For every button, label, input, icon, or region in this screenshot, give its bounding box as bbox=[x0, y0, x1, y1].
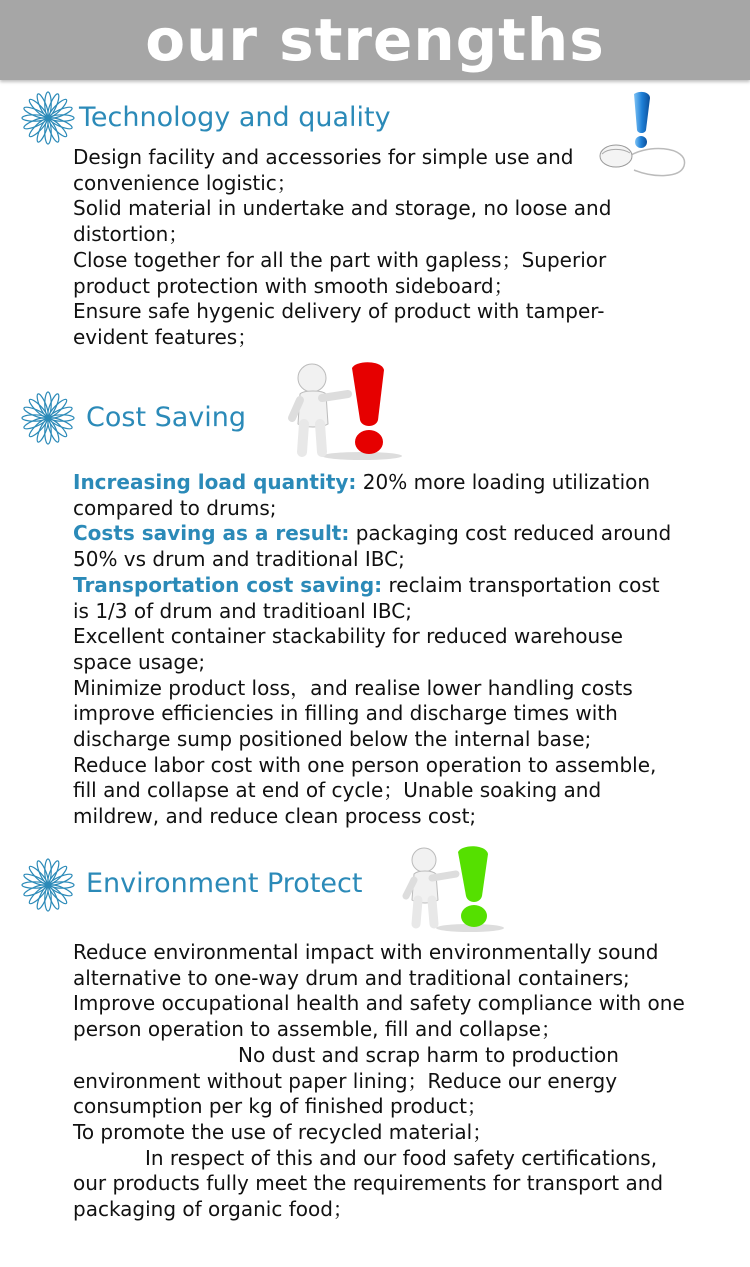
text-line: Reduce environmental impact with environmentally sound alternative to one-way drum and traditional containers; bbox=[73, 940, 659, 990]
cost-item-text: reclaim transportation cost is 1/3 of drum and traditioanl IBC; bbox=[73, 572, 660, 623]
cost-item-text: 20% more loading utilization compared to drums; bbox=[73, 470, 651, 520]
text-line: To promote the use of recycled material； bbox=[73, 1119, 493, 1144]
flower-icon bbox=[20, 390, 76, 446]
text-line bbox=[73, 1043, 693, 1120]
text-line: Close together for all the part with gapless；Superior product protection with smooth sideboard； bbox=[73, 247, 607, 298]
text-line: Design facility and accessories for simple use and convenience logistic； bbox=[73, 145, 574, 195]
header-banner bbox=[0, 0, 750, 80]
section-technology-body bbox=[73, 145, 673, 351]
text-line-content: Improve occupational health and safety compliance with one person operation to assemble, fill and collapse； bbox=[73, 991, 685, 1042]
text-line: Minimize product loss，and realise lower handling costs improve efficiencies in filling and discharge times with discharge sump positioned below the internal base; bbox=[73, 675, 633, 752]
text-line-content: In respect of this and our food safety certifications, our products fully meet the requirements for transport and packaging of organic food； bbox=[73, 1145, 664, 1222]
cost-item bbox=[73, 521, 673, 572]
section-environment-body bbox=[73, 940, 693, 1223]
flower-icon bbox=[20, 90, 76, 146]
text-line-content: No dust and scrap harm to production environment without paper lining；Reduce our energy consumption per kg of finished product； bbox=[73, 1042, 619, 1119]
cost-item bbox=[73, 573, 673, 624]
cost-item-label: Increasing load quantity: bbox=[73, 470, 357, 494]
text-line: Excellent container stackability for reduced warehouse space usage; bbox=[73, 624, 623, 674]
figure-red-exclamation-icon bbox=[282, 358, 412, 460]
flower-icon bbox=[20, 857, 76, 913]
section-heading-environment: Environment Protect bbox=[86, 868, 363, 899]
cost-item-label: Costs saving as a result: bbox=[73, 521, 350, 546]
cost-item bbox=[73, 470, 673, 521]
text-line: Ensure safe hygenic delivery of product with tamper-evident features； bbox=[73, 299, 605, 349]
section-heading-technology: Technology and quality bbox=[79, 102, 391, 133]
text-line: Reduce labor cost with one person operation to assemble, fill and collapse at end of cycle；Unable soaking and mildrew, and reduce clean process cost; bbox=[73, 752, 657, 829]
cost-item-label: Transportation cost saving: bbox=[73, 572, 383, 597]
cost-item-text: packaging cost reduced around 50% vs drum and traditional IBC; bbox=[73, 521, 672, 572]
text-line bbox=[73, 991, 693, 1042]
figure-green-exclamation-icon bbox=[398, 842, 508, 932]
section-cost-body bbox=[73, 470, 673, 830]
text-line: Solid material in undertake and storage, no loose and distortion； bbox=[73, 196, 612, 247]
section-heading-cost-saving: Cost Saving bbox=[86, 402, 247, 433]
text-line bbox=[73, 1146, 693, 1223]
page-title: our strengths bbox=[145, 6, 605, 74]
